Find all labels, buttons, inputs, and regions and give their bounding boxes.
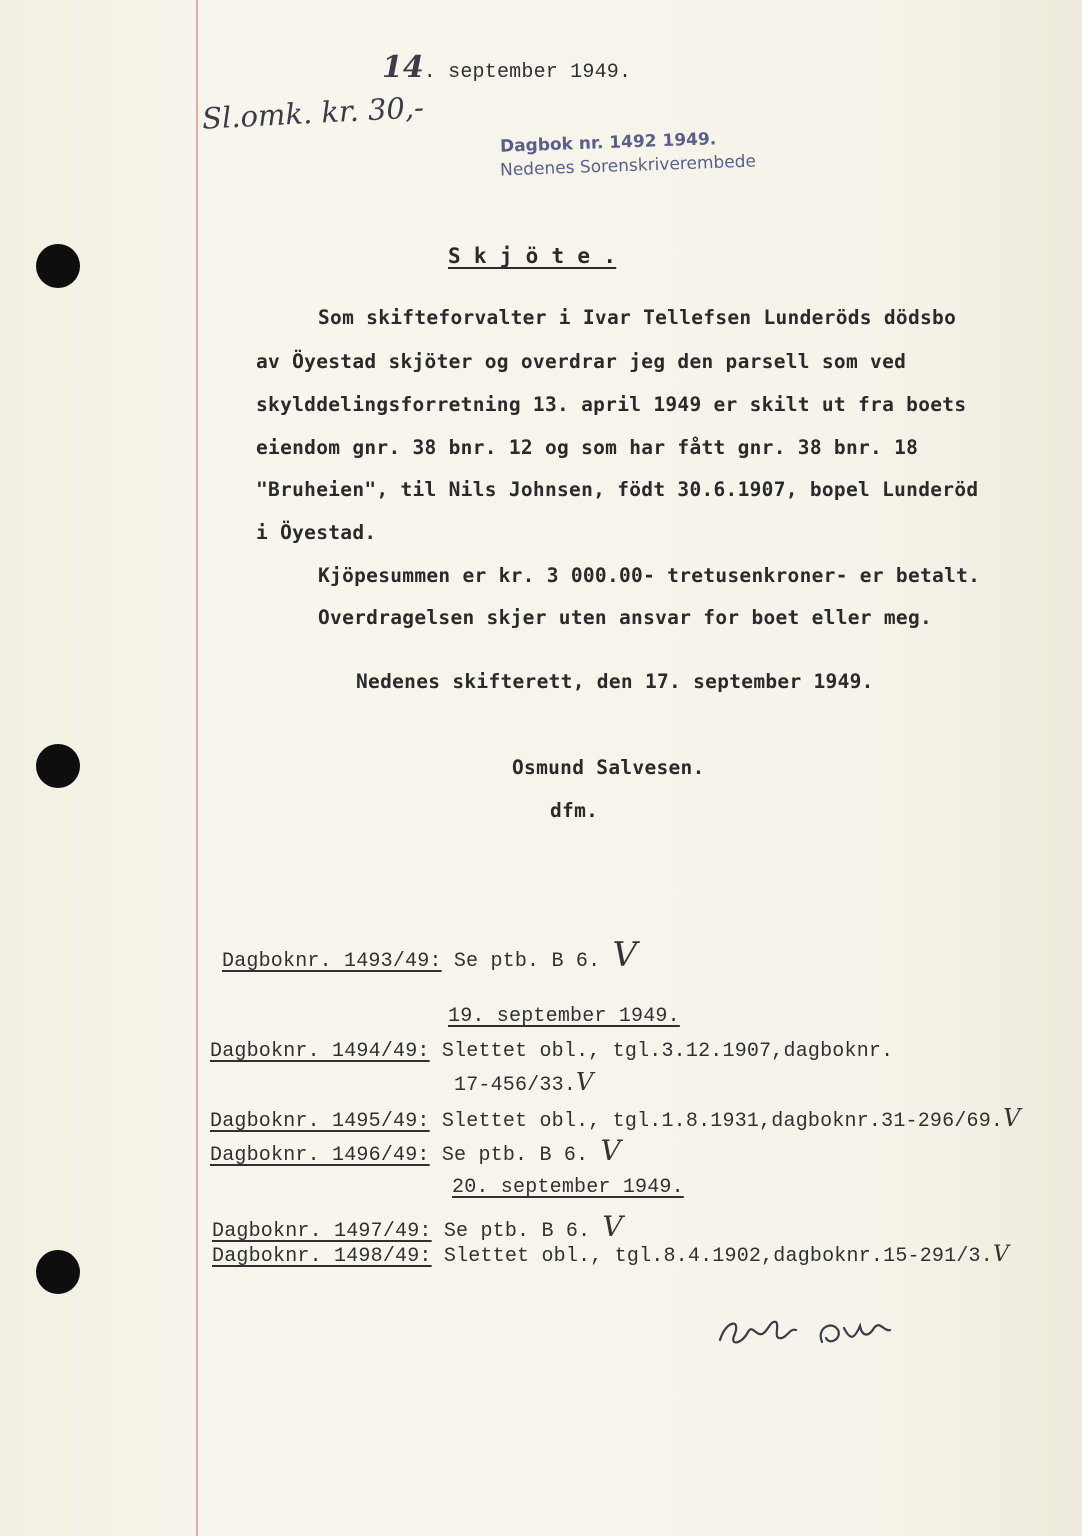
entry-text-cont: 17-456/33. — [454, 1074, 577, 1097]
journal-entry — [212, 1210, 623, 1243]
deed-line: Som skifteforvalter i Ivar Tellefsen Lunderöds dödsbo — [318, 306, 957, 329]
deed-line: skylddelingsforretning 13. april 1949 er skilt ut fra boets — [256, 393, 967, 416]
deed-line: Overdragelsen skjer uten ansvar for boet eller meg. — [318, 606, 933, 629]
entry-label: Dagboknr. 1497/49: — [212, 1220, 432, 1243]
deed-line: "Bruheien", til Nils Johnsen, födt 30.6.1907, bopel Lunderöd — [256, 478, 979, 501]
journal-entry — [210, 1134, 621, 1167]
header-date-day: 14 — [382, 50, 424, 85]
journal-entry — [212, 1242, 1009, 1268]
journal-entry-continuation — [454, 1068, 594, 1097]
entry-label: Dagboknr. 1496/49: — [210, 1144, 430, 1167]
entry-text: Slettet obl., tgl.1.8.1931,dagboknr.31-296/69. — [441, 1110, 1004, 1133]
check-tick: V — [612, 935, 638, 975]
signer-name: Osmund Salvesen. — [512, 756, 705, 779]
margin-rule — [196, 0, 198, 1536]
deed-line: av Öyestad skjöter og overdrar jeg den parsell som ved — [256, 350, 907, 373]
stamp-line-1: Dagbok nr. 1492 1949. — [499, 129, 717, 157]
deed-line: i Öyestad. — [256, 521, 377, 544]
punch-hole — [36, 244, 80, 288]
handwritten-signature — [712, 1306, 912, 1356]
entry-text: Se ptb. B 6. — [453, 950, 601, 973]
margin-fee-note: Sl.omk. kr. 30,- — [201, 90, 425, 136]
punch-hole — [36, 1250, 80, 1294]
header-date — [382, 50, 631, 85]
check-tick: V — [602, 1210, 623, 1243]
entry-date-heading: 20. september 1949. — [452, 1176, 684, 1199]
deed-line: eiendom gnr. 38 bnr. 12 og som har fått gnr. 38 bnr. 18 — [256, 436, 919, 459]
entry-text: Slettet obl., tgl.8.4.1902,dagboknr.15-291/3. — [443, 1245, 993, 1268]
header-date-rest: . september 1949. — [423, 61, 632, 84]
check-tick: V — [992, 1242, 1010, 1267]
journal-entry — [210, 1040, 893, 1063]
entry-date-heading: 19. september 1949. — [448, 1005, 680, 1028]
journal-entry — [210, 1104, 1021, 1133]
place-date: Nedenes skifterett, den 17. september 1949. — [356, 670, 874, 693]
check-tick: V — [576, 1068, 594, 1096]
entry-text: Slettet obl., tgl.3.12.1907,dagboknr. — [441, 1040, 894, 1063]
punch-hole — [36, 744, 80, 788]
journal-entry — [222, 935, 637, 975]
entry-text: Se ptb. B 6. — [443, 1220, 591, 1243]
entry-label: Dagboknr. 1495/49: — [210, 1110, 430, 1133]
deed-title: S k j ö t e . — [448, 244, 617, 268]
signer-title: dfm. — [550, 799, 599, 822]
entry-text: Se ptb. B 6. — [441, 1144, 589, 1167]
stamp-line-2: Nedenes Sorenskriverembede — [499, 151, 757, 181]
check-tick: V — [1003, 1104, 1021, 1132]
entry-label: Dagboknr. 1494/49: — [210, 1040, 430, 1063]
deed-line: Kjöpesummen er kr. 3 000.00- tretusenkroner- er betalt. — [318, 564, 981, 587]
entry-label: Dagboknr. 1493/49: — [222, 950, 442, 973]
entry-label: Dagboknr. 1498/49: — [212, 1245, 432, 1268]
check-tick: V — [600, 1134, 621, 1167]
